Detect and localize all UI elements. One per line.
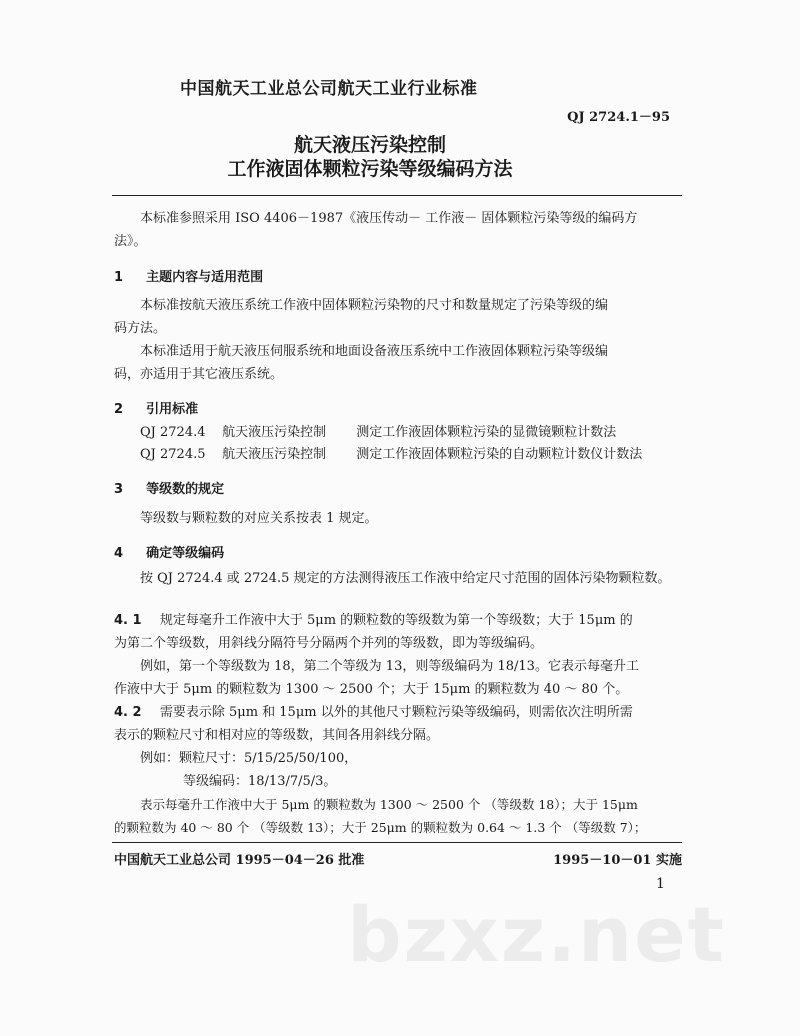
- clause-4-2-example-line-4: 的颗粒数为 40 ～ 80 个 （等级数 13）；大于 25μm 的颗粒数为 0.64 ～ 1.3 个 （等级数 7）；: [114, 820, 647, 835]
- clause-4-2-line-2: 表示的颗粒尺寸和相对应的等级数，其间各用斜线分隔。: [114, 728, 440, 743]
- title-line-2: 工作液固体颗粒污染等级编码方法: [227, 158, 513, 180]
- reference-row: [140, 446, 642, 464]
- section-2-number: 2: [114, 402, 124, 417]
- clause-4-2-example-line-2: 等级编码：18/13/7/5/3。: [183, 774, 337, 789]
- implementation-date: 1995－10－01 实施: [553, 853, 682, 868]
- section-4-title: 确定等级编码: [146, 546, 225, 561]
- reference-code: QJ 2724.4: [140, 425, 206, 440]
- page-number: 1: [656, 876, 665, 892]
- section-2-title: 引用标准: [146, 402, 199, 417]
- intro-line-1: 本标准参照采用 ISO 4406－1987《液压传动－ 工作液－ 固体颗粒污染等级的编码方: [140, 211, 638, 226]
- reference-row: [140, 424, 616, 442]
- reference-name: 航天液压污染控制: [222, 425, 327, 440]
- clause-4-2-text: 需要表示除 5μm 和 15μm 以外的其他尺寸颗粒污染等级编码，则需依次注明所需: [159, 705, 633, 720]
- clause-4-1-number: 4. 1: [114, 613, 142, 628]
- clause-4-2-line-1: [114, 704, 633, 722]
- section-3-title: 等级数的规定: [146, 482, 225, 497]
- clause-4-1-text: 规定每毫升工作液中大于 5μm 的颗粒数的等级数为第一个等级数；大于 15μm 的: [159, 613, 633, 628]
- top-divider: [112, 195, 682, 196]
- organization-header: 中国航天工业总公司航天工业行业标准: [180, 79, 478, 99]
- section-3-heading: [114, 478, 224, 497]
- clause-4-1-example-line-1: 例如，第一个等级数为 18，第二个等级为 13，则等级编码为 18/13。它表示每毫升工: [140, 659, 639, 674]
- section-1-heading: [114, 266, 263, 285]
- section-4-heading: [114, 542, 224, 561]
- watermark-logo: bzxz.net: [347, 890, 726, 979]
- standard-number: QJ 2724.1－95: [567, 110, 670, 125]
- section-3-p1: 等级数与颗粒数的对应关系按表 1 规定。: [140, 511, 378, 526]
- clause-4-1-line-2: 为第二个等级数，用斜线分隔符号分隔两个并列的等级数，即为等级编码。: [114, 636, 544, 651]
- approval-date: 中国航天工业总公司 1995－04－26 批准: [114, 853, 365, 868]
- intro-line-2: 法》。: [114, 234, 147, 249]
- clause-4-2-example-line-1: 例如：颗粒尺寸：5/15/25/50/100，: [140, 751, 358, 766]
- section-1-title: 主题内容与适用范围: [146, 270, 264, 285]
- reference-code: QJ 2724.5: [140, 447, 206, 462]
- bottom-divider: [112, 842, 682, 843]
- section-1-number: 1: [114, 270, 124, 285]
- clause-4-1-example-line-2: 作液中大于 5μm 的颗粒数为 1300 ～ 2500 个；大于 15μm 的颗粒数为 40 ～ 80 个。: [114, 682, 629, 697]
- section-1-p1-line-1: 本标准按航天液压系统工作液中固体颗粒污染物的尺寸和数量规定了污染等级的编: [140, 298, 609, 313]
- clause-4-2-example-line-3: 表示每毫升工作液中大于 5μm 的颗粒数为 1300 ～ 2500 个 （等级数 18）；大于 15μm: [140, 797, 638, 812]
- title-line-1: 航天液压污染控制: [293, 134, 446, 156]
- section-2-heading: [114, 398, 198, 417]
- reference-description: 测定工作液固体颗粒污染的自动颗粒计数仪计数法: [356, 447, 643, 462]
- reference-name: 航天液压污染控制: [222, 447, 327, 462]
- clause-4-2-number: 4. 2: [114, 705, 142, 720]
- section-1-p1-line-2: 码方法。: [114, 321, 167, 336]
- reference-description: 测定工作液固体颗粒污染的显微镜颗粒计数法: [356, 425, 617, 440]
- section-1-p2-line-1: 本标准适用于航天液压伺服系统和地面设备液压系统中工作液固体颗粒污染等级编: [140, 344, 609, 359]
- section-4-p1: 按 QJ 2724.4 或 2724.5 规定的方法测得液压工作液中给定尺寸范围的固体污染物颗粒数。: [140, 571, 671, 586]
- section-1-p2-line-2: 码，亦适用于其它液压系统。: [114, 367, 284, 382]
- section-4-number: 4: [114, 546, 124, 561]
- section-3-number: 3: [114, 482, 124, 497]
- clause-4-1-line-1: [114, 612, 633, 630]
